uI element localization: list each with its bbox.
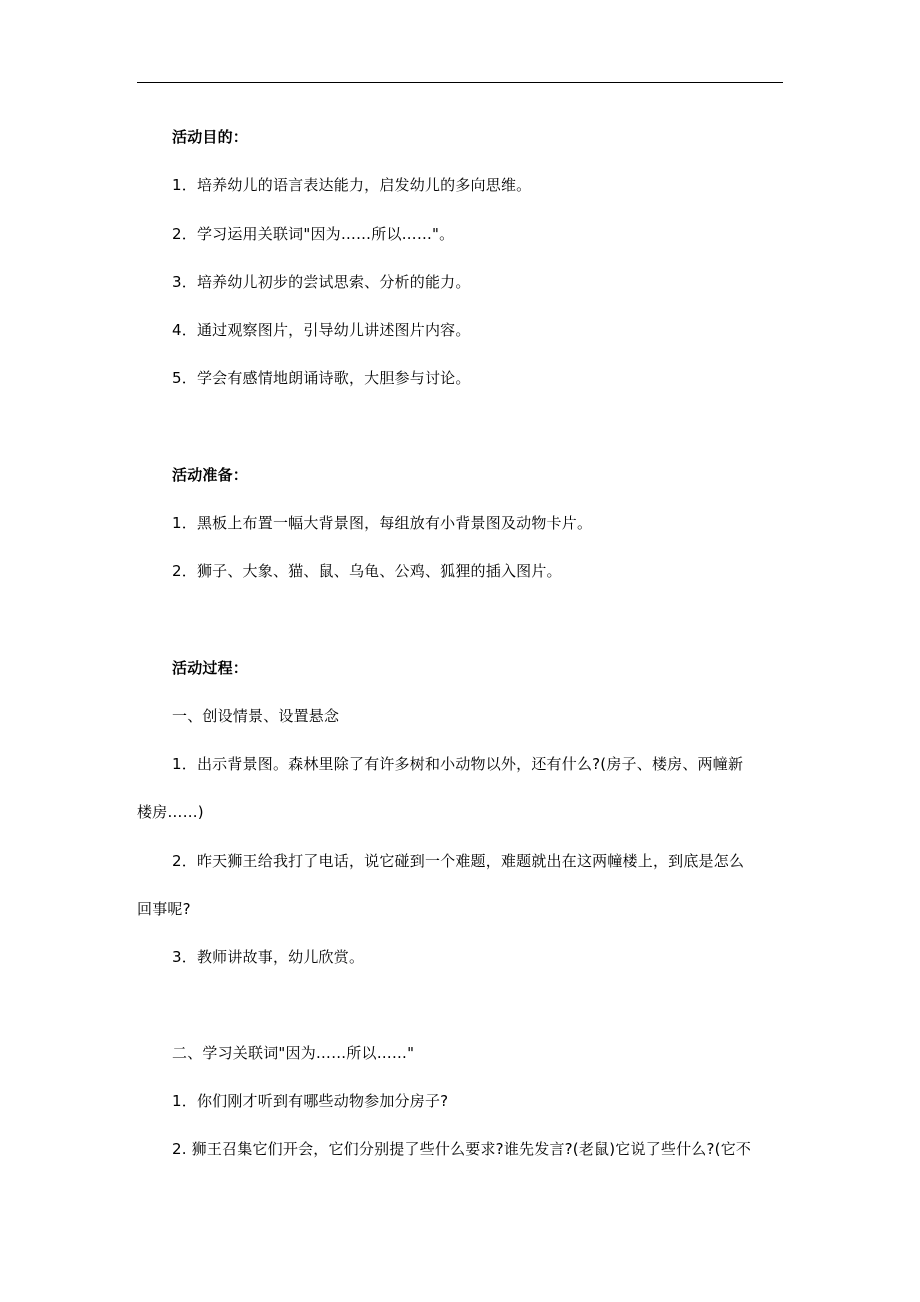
- process-part1-item3: 3．教师讲故事，幼儿欣赏。: [172, 948, 365, 966]
- preparation-item-1: 1．黑板上布置一幅大背景图，每组放有小背景图及动物卡片。: [172, 514, 593, 532]
- process-part2-item1: 1．你们刚才听到有哪些动物参加分房子?: [172, 1092, 449, 1110]
- objective-item-4: 4．通过观察图片，引导幼儿讲述图片内容。: [172, 321, 471, 339]
- preparation-item-2: 2．狮子、大象、猫、鼠、乌龟、公鸡、狐狸的插入图片。: [172, 562, 562, 580]
- objective-item-5: 5．学会有感情地朗诵诗歌，大胆参与讨论。: [172, 369, 471, 387]
- header-rule: [137, 82, 783, 83]
- preparation-heading: 活动准备：: [172, 466, 249, 484]
- process-part1-item1-line2: 楼房……): [137, 803, 204, 821]
- process-part2-title: 二、学习关联词"因为……所以……": [172, 1044, 415, 1062]
- process-part2-item2-line1: 2. 狮王召集它们开会，它们分别提了些什么要求?谁先发言?(老鼠)它说了些什么?(它不: [172, 1140, 752, 1158]
- objective-item-3: 3．培养幼儿初步的尝试思索、分析的能力。: [172, 273, 471, 291]
- process-part1-item2-line2: 回事呢?: [137, 900, 191, 918]
- objective-item-1: 1．培养幼儿的语言表达能力，启发幼儿的多向思维。: [172, 176, 532, 194]
- process-part1-title: 一、创设情景、设置悬念: [172, 707, 340, 725]
- process-heading: 活动过程：: [172, 659, 249, 677]
- process-part1-item1-line1: 1．出示背景图。森林里除了有许多树和小动物以外，还有什么?(房子、楼房、两幢新: [172, 755, 744, 773]
- objective-item-2: 2．学习运用关联词"因为……所以……"。: [172, 225, 455, 243]
- objectives-heading: 活动目的：: [172, 128, 249, 146]
- process-part1-item2-line1: 2．昨天狮王给我打了电话，说它碰到一个难题，难题就出在这两幢楼上，到底是怎么: [172, 852, 745, 870]
